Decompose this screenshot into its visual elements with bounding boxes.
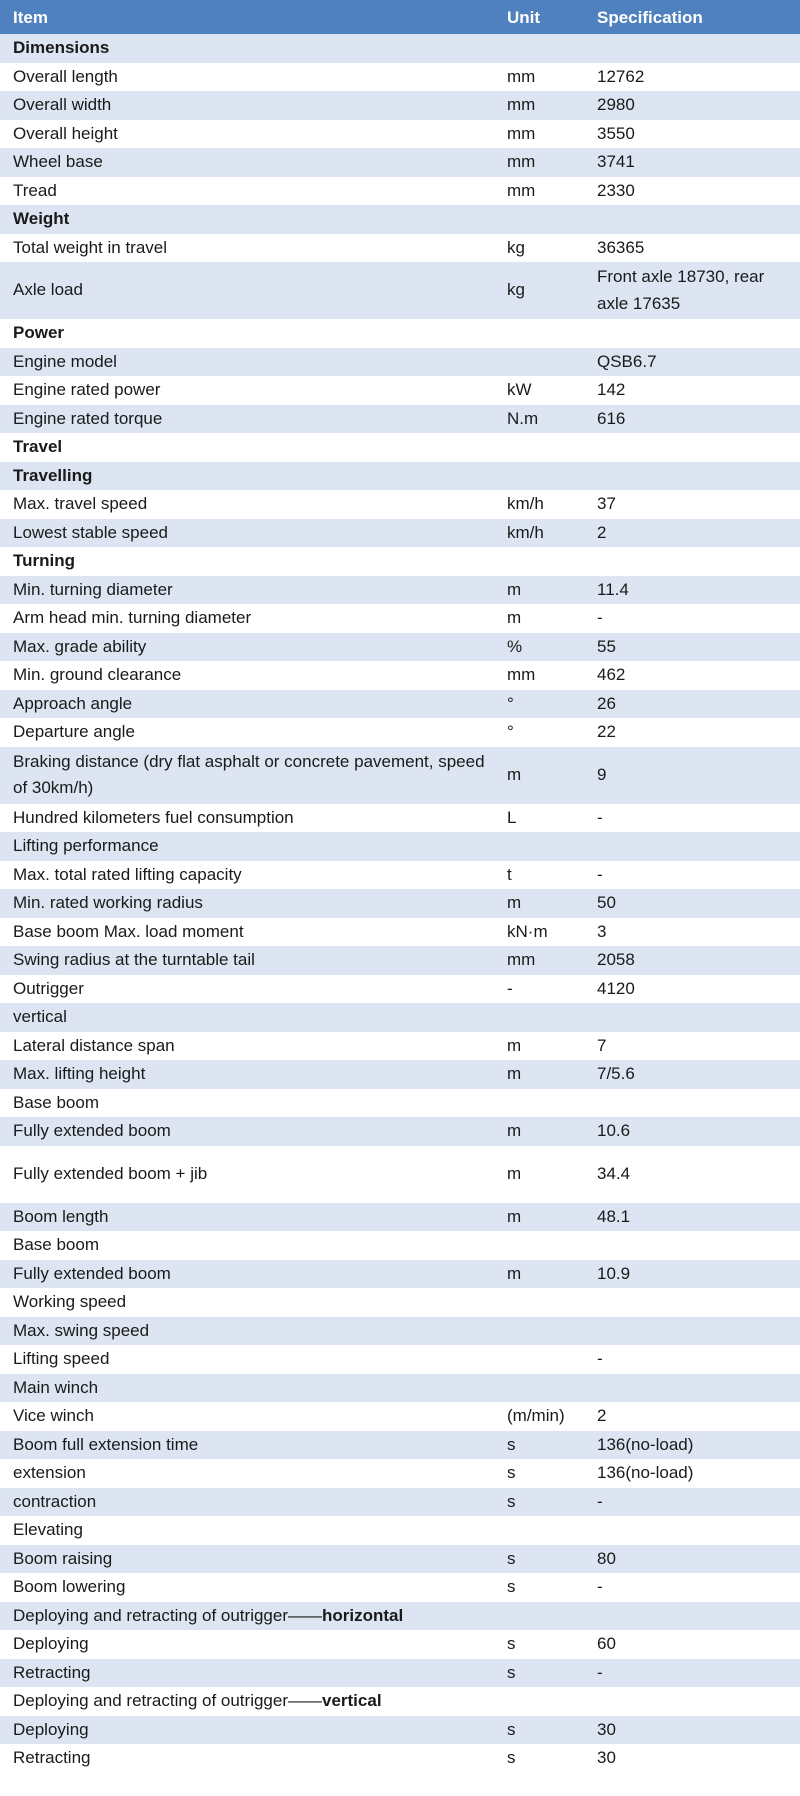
unit-cell [494,205,584,234]
spec-cell: 55 [584,633,800,662]
spec-cell: 30 [584,1744,800,1773]
unit-cell: kg [494,234,584,263]
item-cell: Departure angle [0,718,494,747]
table-row [0,120,800,149]
spec-cell: Front axle 18730, rear axle 17635 [584,262,800,319]
item-cell: Wheel base [0,148,494,177]
unit-cell [494,1687,584,1716]
table-row [0,1146,800,1203]
unit-cell: s [494,1431,584,1460]
spec-cell [584,1374,800,1403]
spec-cell: 48.1 [584,1203,800,1232]
spec-cell [584,462,800,491]
spec-cell: QSB6.7 [584,348,800,377]
unit-cell [494,1317,584,1346]
table-row [0,519,800,548]
table-row [0,832,800,861]
unit-cell: m [494,889,584,918]
table-row [0,148,800,177]
item-cell: Boom lowering [0,1573,494,1602]
spec-cell: - [584,1345,800,1374]
item-cell: Main winch [0,1374,494,1403]
item-cell: Arm head min. turning diameter [0,604,494,633]
table-row [0,1374,800,1403]
item-cell: Engine rated torque [0,405,494,434]
table-row [0,547,800,576]
unit-cell: s [494,1716,584,1745]
item-cell: Fully extended boom + jib [0,1146,494,1203]
spec-cell: 10.6 [584,1117,800,1146]
unit-cell: s [494,1630,584,1659]
item-cell: Dimensions [0,34,494,63]
spec-cell: 50 [584,889,800,918]
table-row [0,1744,800,1773]
item-cell: contraction [0,1488,494,1517]
table-row [0,1345,800,1374]
table-row [0,747,800,804]
spec-cell: 142 [584,376,800,405]
spec-cell: 37 [584,490,800,519]
item-cell: Lifting speed [0,1345,494,1374]
header-item: Item [0,0,494,34]
unit-cell: L [494,804,584,833]
table-row [0,1573,800,1602]
table-row [0,34,800,63]
spec-cell [584,433,800,462]
spec-cell: 60 [584,1630,800,1659]
spec-cell: 3 [584,918,800,947]
unit-cell: m [494,1032,584,1061]
table-row [0,576,800,605]
spec-cell: 136(no-load) [584,1431,800,1460]
unit-cell: m [494,576,584,605]
unit-cell [494,1231,584,1260]
item-cell: Boom length [0,1203,494,1232]
item-cell: Weight [0,205,494,234]
unit-cell [494,1516,584,1545]
spec-cell: 3550 [584,120,800,149]
item-cell: Overall width [0,91,494,120]
unit-cell [494,348,584,377]
item-cell: Deploying [0,1630,494,1659]
spec-cell [584,1231,800,1260]
table-row [0,975,800,1004]
table-row [0,1003,800,1032]
item-cell: Overall height [0,120,494,149]
item-emphasis: vertical [322,1691,382,1711]
table-row [0,1545,800,1574]
table-row [0,1630,800,1659]
item-cell: Max. grade ability [0,633,494,662]
spec-cell: - [584,1573,800,1602]
item-cell: Base boom Max. load moment [0,918,494,947]
table-row [0,405,800,434]
item-cell: Outrigger [0,975,494,1004]
table-row [0,1231,800,1260]
item-cell: Turning [0,547,494,576]
unit-cell: s [494,1573,584,1602]
table-body [0,34,800,1773]
table-row [0,1716,800,1745]
spec-cell: - [584,1659,800,1688]
spec-cell [584,205,800,234]
unit-cell: mm [494,63,584,92]
table-row [0,63,800,92]
table-row [0,1516,800,1545]
spec-cell [584,832,800,861]
item-cell: Min. turning diameter [0,576,494,605]
spec-cell: 11.4 [584,576,800,605]
spec-cell: 36365 [584,234,800,263]
unit-cell: ° [494,690,584,719]
item-cell: Swing radius at the turntable tail [0,946,494,975]
spec-cell: 136(no-load) [584,1459,800,1488]
unit-cell [494,1345,584,1374]
table-row [0,1032,800,1061]
unit-cell: kW [494,376,584,405]
table-row [0,1459,800,1488]
item-cell: Min. rated working radius [0,889,494,918]
item-cell: Engine model [0,348,494,377]
table-row [0,946,800,975]
spec-cell: 462 [584,661,800,690]
item-text: Deploying and retracting of outrigger—— [13,1605,322,1625]
unit-cell [494,1089,584,1118]
table-row [0,1488,800,1517]
spec-cell: 30 [584,1716,800,1745]
unit-cell [494,832,584,861]
spec-cell: 26 [584,690,800,719]
table-row [0,861,800,890]
table-row [0,1288,800,1317]
unit-cell: m [494,747,584,804]
table-row [0,604,800,633]
unit-cell: km/h [494,519,584,548]
unit-cell: % [494,633,584,662]
table-header [0,0,800,34]
table-row [0,1060,800,1089]
table-row [0,804,800,833]
unit-cell [494,34,584,63]
item-cell: Total weight in travel [0,234,494,263]
spec-cell: 2 [584,1402,800,1431]
table-row [0,718,800,747]
spec-cell: 2 [584,519,800,548]
unit-cell: kg [494,262,584,319]
unit-cell: (m/min) [494,1402,584,1431]
item-cell: Fully extended boom [0,1260,494,1289]
item-cell: Max. lifting height [0,1060,494,1089]
spec-cell: - [584,1488,800,1517]
spec-cell [584,1687,800,1716]
item-cell: Travelling [0,462,494,491]
item-cell: Min. ground clearance [0,661,494,690]
table-row [0,234,800,263]
item-cell: Overall length [0,63,494,92]
unit-cell: kN·m [494,918,584,947]
spec-cell: 7 [584,1032,800,1061]
spec-cell: 22 [584,718,800,747]
table-row [0,462,800,491]
item-cell: Retracting [0,1659,494,1688]
unit-cell: s [494,1459,584,1488]
unit-cell: s [494,1744,584,1773]
unit-cell [494,547,584,576]
item-cell: Hundred kilometers fuel consumption [0,804,494,833]
table-row [0,433,800,462]
unit-cell [494,1288,584,1317]
header-unit: Unit [494,0,584,34]
item-cell [0,1602,494,1631]
unit-cell [494,1602,584,1631]
unit-cell [494,1003,584,1032]
unit-cell: t [494,861,584,890]
item-cell: Max. total rated lifting capacity [0,861,494,890]
unit-cell: mm [494,177,584,206]
item-cell: Braking distance (dry flat asphalt or concrete pavement, speed of 30km/h) [0,747,494,804]
spec-cell: 10.9 [584,1260,800,1289]
item-cell: Lifting performance [0,832,494,861]
table-row [0,1203,800,1232]
table-row [0,490,800,519]
spec-cell [584,1516,800,1545]
item-cell: Lowest stable speed [0,519,494,548]
item-cell: Deploying [0,1716,494,1745]
spec-cell: 616 [584,405,800,434]
item-cell: Max. swing speed [0,1317,494,1346]
unit-cell [494,433,584,462]
item-cell: Engine rated power [0,376,494,405]
unit-cell: m [494,604,584,633]
item-cell: Retracting [0,1744,494,1773]
spec-cell: 2330 [584,177,800,206]
unit-cell [494,1374,584,1403]
spec-cell: 3741 [584,148,800,177]
unit-cell: m [494,1203,584,1232]
unit-cell: s [494,1488,584,1517]
item-cell: Tread [0,177,494,206]
item-cell: Elevating [0,1516,494,1545]
spec-cell [584,1089,800,1118]
spec-cell [584,1288,800,1317]
table-row [0,319,800,348]
item-cell: Power [0,319,494,348]
table-row [0,262,800,319]
table-row [0,205,800,234]
table-row [0,690,800,719]
table-row [0,1431,800,1460]
table-row [0,889,800,918]
spec-cell: 7/5.6 [584,1060,800,1089]
unit-cell: N.m [494,405,584,434]
spec-cell [584,1003,800,1032]
spec-cell: - [584,604,800,633]
table-row [0,1260,800,1289]
spec-cell: 4120 [584,975,800,1004]
item-cell: Travel [0,433,494,462]
spec-cell: 80 [584,1545,800,1574]
table-row [0,91,800,120]
spec-cell [584,34,800,63]
spec-cell [584,547,800,576]
header-specification: Specification [584,0,800,34]
item-cell: Base boom [0,1089,494,1118]
unit-cell: mm [494,120,584,149]
item-text: Deploying and retracting of outrigger—— [13,1691,322,1711]
table-row [0,1117,800,1146]
unit-cell: mm [494,946,584,975]
table-row [0,177,800,206]
unit-cell: ° [494,718,584,747]
unit-cell: s [494,1545,584,1574]
item-cell: vertical [0,1003,494,1032]
table-row [0,1687,800,1716]
unit-cell: m [494,1117,584,1146]
spec-cell: 2058 [584,946,800,975]
table-row [0,918,800,947]
unit-cell [494,319,584,348]
spec-cell: 34.4 [584,1146,800,1203]
unit-cell [494,462,584,491]
spec-cell: 9 [584,747,800,804]
item-cell: Working speed [0,1288,494,1317]
unit-cell: m [494,1260,584,1289]
item-cell: Axle load [0,262,494,319]
table-row [0,376,800,405]
unit-cell: m [494,1060,584,1089]
spec-cell [584,319,800,348]
unit-cell: km/h [494,490,584,519]
table-row [0,348,800,377]
spec-cell [584,1602,800,1631]
item-emphasis: horizontal [322,1605,404,1625]
spec-cell: - [584,861,800,890]
table-row [0,633,800,662]
unit-cell: m [494,1146,584,1203]
unit-cell: - [494,975,584,1004]
table-row [0,661,800,690]
item-cell: Approach angle [0,690,494,719]
unit-cell: mm [494,661,584,690]
item-cell: Max. travel speed [0,490,494,519]
item-cell: Vice winch [0,1402,494,1431]
spec-cell [584,1317,800,1346]
table-row [0,1659,800,1688]
item-cell: Lateral distance span [0,1032,494,1061]
item-cell: Boom raising [0,1545,494,1574]
unit-cell: s [494,1659,584,1688]
item-cell: extension [0,1459,494,1488]
unit-cell: mm [494,91,584,120]
table-row [0,1317,800,1346]
spec-cell: 2980 [584,91,800,120]
table-row [0,1402,800,1431]
unit-cell: mm [494,148,584,177]
item-cell: Fully extended boom [0,1117,494,1146]
item-cell: Base boom [0,1231,494,1260]
spec-cell: - [584,804,800,833]
item-cell [0,1687,494,1716]
table-row [0,1089,800,1118]
table-row [0,1602,800,1631]
spec-cell: 12762 [584,63,800,92]
item-cell: Boom full extension time [0,1431,494,1460]
header-row [0,0,800,34]
